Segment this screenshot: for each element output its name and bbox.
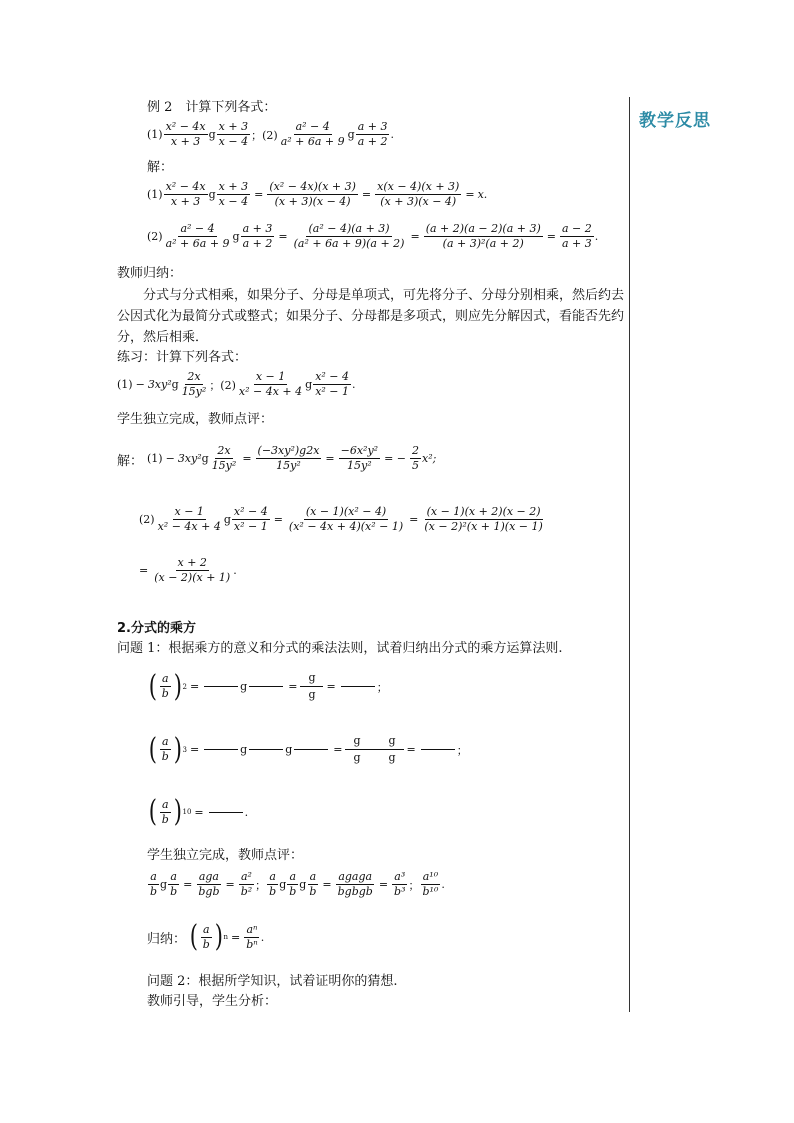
example2-solution-2: (2) $\frac{\text{a² − 4}}{\text{a² + 6a + 9}}$ g $\frac{a + 3}{a + 2}$ = $\frac{\text{(a² − 4)(a + 3)}}{\text{(a² + 6a + 9)(a + 2)}}$ = $\frac{(a + 2)(a - 2)(a + 3)}{\text{(a + 3)²(a + 2)}}$ = $\frac{a - 2}{a + 3}$ . [147, 222, 599, 250]
power-answers: $\frac{a}{b}$ g $\frac{a}{b}$ = $\frac{\text{aga}}{\text{bgb}}$ = $\frac{\text{a²}}{\text{b²}}$ ； $\frac{a}{b}$ g $\frac{a}{b}$ g $\frac{a}{b}$ = $\frac{\text{agaga}}{\text{bgbgb}}$ = $\frac{\text{a³}}{\text{b³}}$ ； $\frac{\text{a¹⁰}}{\text{b¹⁰}}$ . [150, 870, 445, 898]
practice-solution-1: (1) − 3xy² g $\frac{2x}{\text{15y²}}$ = $\frac{\text{(−3xy²)g2x}}{\text{15y²}}$ = $\frac{\text{−6x²y²}}{\text{15y²}}$ = − $\frac{2}{5}$ x²; [147, 444, 437, 472]
section2-question1: 问题 1：根据乘方的意义和分式的乘法法则，试着归纳出分式的乘方运算法则. [117, 641, 563, 656]
example2-heading: 例 2 计算下列各式： [147, 100, 277, 115]
summary-label: 教师归纳： [117, 266, 183, 281]
section2-title: 2.分式的乘方 [117, 621, 196, 636]
induce-label: 归纳： [147, 932, 187, 947]
practice-solution-2: (2) $\frac{x - 1}{\text{x² − 4x + 4}}$ g $\frac{\text{x² − 4}}{\text{x² − 1}}$ = $\frac{\text{(x − 1)(x² − 4)}}{\text{(x² − 4x + 4)(x² − 1)}}$ = $\frac{(x - 1)(x + 2)(x - 2)}{\text{(x − 2)²(x + 1)(x − 1)}}$ [139, 505, 543, 533]
margin-divider [629, 97, 630, 1012]
reflection-title: 教学反思 [639, 111, 711, 131]
section2-question2: 问题 2：根据所学知识，试着证明你的猜想. [147, 974, 398, 989]
summary-text: 分式与分式相乘，如果分子、分母是单项式，可先将分子、分母分别相乘，然后约去公因式化为最简分式或整式；如果分子、分母都是多项式，则应先分解因式，看能否先约分，然后相乘． [117, 288, 625, 345]
practice-comment: 学生独立完成，教师点评： [117, 412, 274, 427]
practice-label: 练习：计算下列各式： [117, 350, 248, 365]
power-2-template: ( $\frac{a}{b}$ ) 2 = g = $\frac{g}{g}$ = ； [148, 668, 388, 704]
example2-solution-1: (1) $\frac{\text{x² − 4x}}{x + 3}$ g $\frac{x + 3}{x - 4}$ = $\frac{\text{(x² − 4x)(x + 3)}}{(x + 3)(x - 4)}$ = $\frac{x(x - 4)(x + 3)}{(x + 3)(x - 4)}$ = x. [147, 180, 488, 208]
power-10-template: ( $\frac{a}{b}$ ) 10 = . [148, 794, 249, 829]
power-3-template: ( $\frac{a}{b}$ ) 3 = g g = $\frac{\text{g g}}{\text{g g}}$ = ； [148, 731, 468, 767]
example2-solve-label: 解： [147, 160, 174, 175]
power-rule: ( $\frac{a}{b}$ ) n = $\frac{\text{aⁿ}}{\text{bⁿ}}$ . [189, 919, 265, 954]
practice-solution-2-result: = $\frac{x + 2}{(x - 2)(x + 1)}$ . [139, 556, 237, 584]
example2-problems: (1) $\frac{\text{x² − 4x}}{x + 3}$ g $\frac{x + 3}{x - 4}$ ；(2) $\frac{\text{a² − 4}}{\text{a² + 6a + 9}}$ g $\frac{a + 3}{a + 2}$ . [147, 120, 394, 148]
section2-comment: 学生独立完成，教师点评： [147, 848, 304, 863]
section2-guide: 教师引导，学生分析： [147, 994, 278, 1009]
practice-solve-label: 解： [117, 454, 144, 469]
practice-problems: (1) − 3xy² g $\frac{2x}{\text{15y²}}$ ；(2) $\frac{x - 1}{\text{x² − 4x + 4}}$ g $\frac{\text{x² − 4}}{\text{x² − 1}}$ . [117, 370, 356, 398]
